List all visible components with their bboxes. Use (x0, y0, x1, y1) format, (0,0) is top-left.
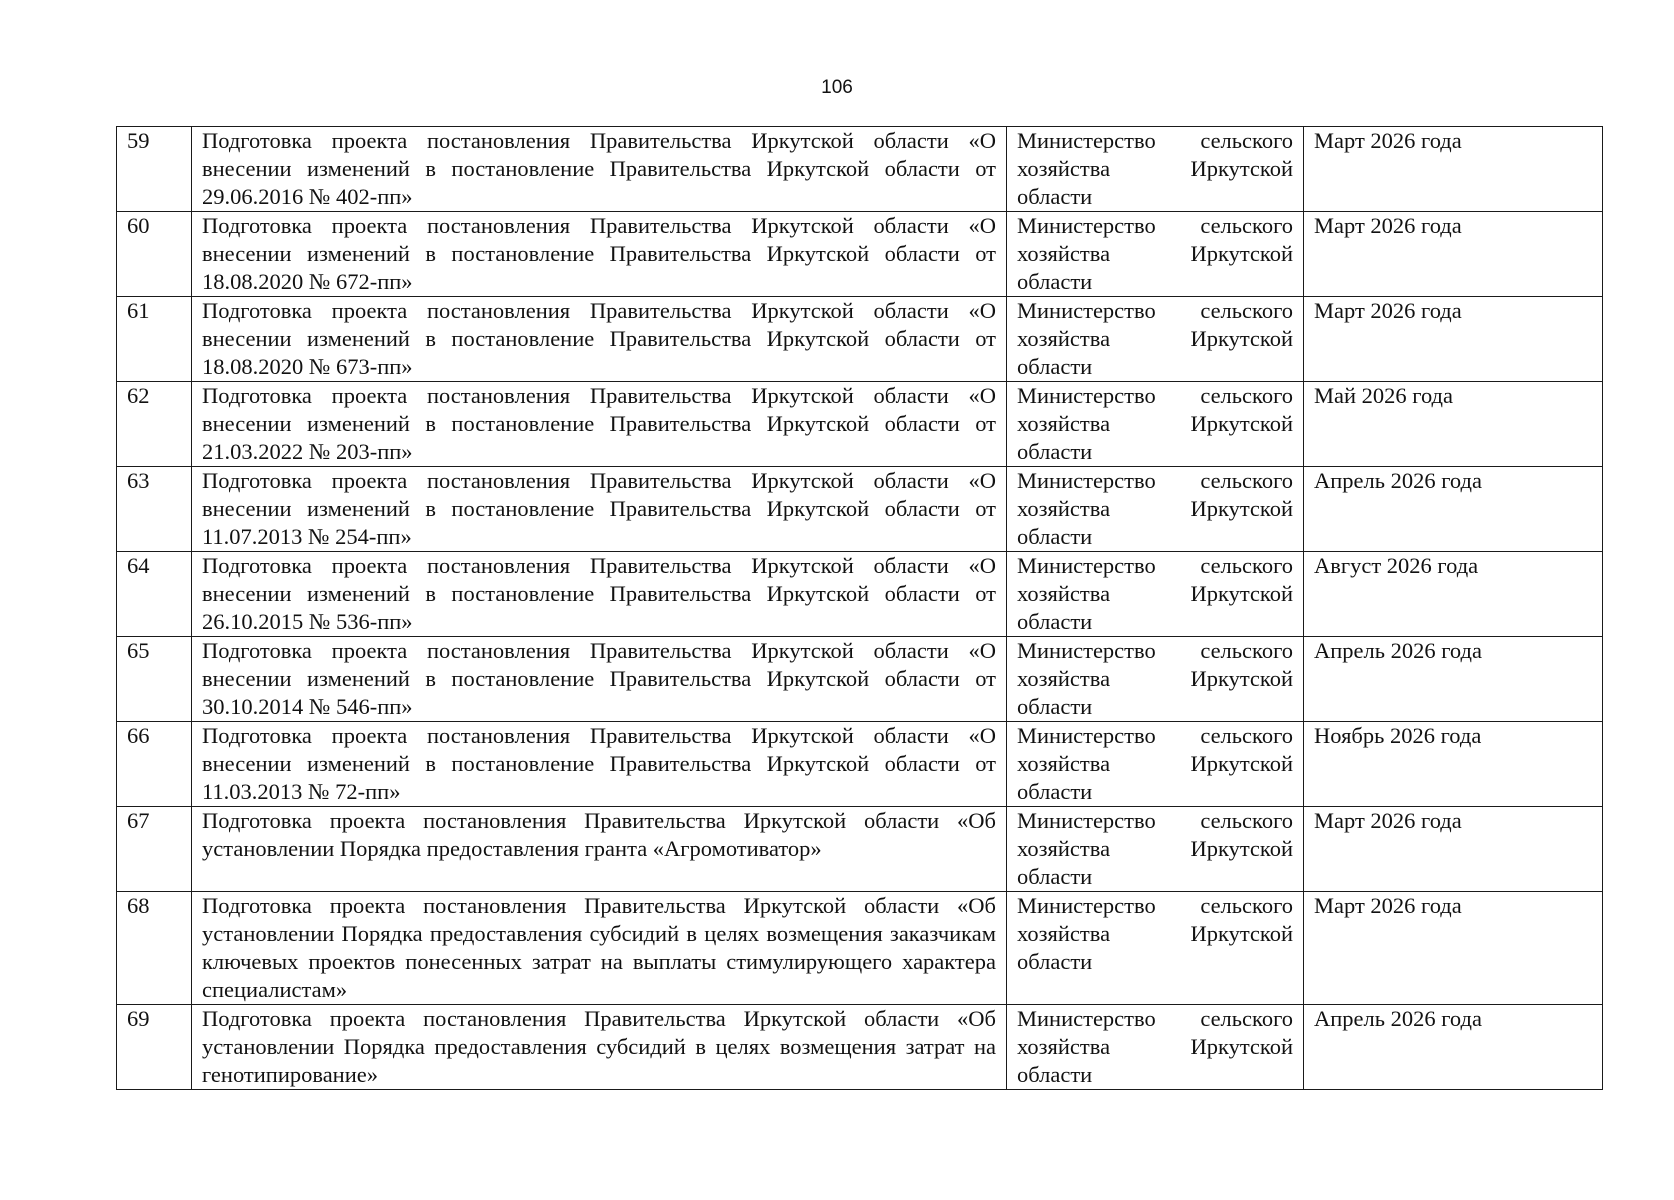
table-row (117, 892, 1603, 1005)
row-description: Подготовка проекта постановления Правительства Иркутской области «О внесении изменений в постановление Правительства Иркутской области от 29.06.2016 № 402-пп» (192, 127, 1007, 212)
row-responsible (1007, 1005, 1304, 1090)
row-number: 64 (117, 552, 192, 637)
row-term: Март 2026 года (1304, 297, 1603, 382)
responsible-word: области (1017, 354, 1093, 379)
responsible-word: Министерство (1017, 213, 1156, 238)
responsible-word: области (1017, 184, 1093, 209)
responsible-word: сельского (1200, 553, 1293, 578)
plan-table (116, 126, 1603, 1090)
responsible-word: сельского (1200, 298, 1293, 323)
responsible-word: сельского (1200, 128, 1293, 153)
responsible-word: Иркутской (1190, 921, 1293, 946)
responsible-word: сельского (1200, 723, 1293, 748)
responsible-word: Министерство (1017, 893, 1156, 918)
responsible-word: Иркутской (1190, 666, 1293, 691)
row-number: 63 (117, 467, 192, 552)
row-responsible (1007, 637, 1304, 722)
responsible-word: области (1017, 779, 1093, 804)
responsible-word: хозяйства (1017, 156, 1111, 181)
row-term: Апрель 2026 года (1304, 467, 1603, 552)
table-row (117, 722, 1603, 807)
responsible-word: хозяйства (1017, 751, 1111, 776)
responsible-word: хозяйства (1017, 581, 1111, 606)
row-description: Подготовка проекта постановления Правительства Иркутской области «Об установлении Порядка предоставления субсидий в целях возмещения затрат на генотипирование» (192, 1005, 1007, 1090)
table-row (117, 807, 1603, 892)
table-row (117, 212, 1603, 297)
responsible-word: хозяйства (1017, 241, 1111, 266)
table-row (117, 637, 1603, 722)
row-number: 66 (117, 722, 192, 807)
responsible-word: хозяйства (1017, 836, 1111, 861)
responsible-word: сельского (1200, 468, 1293, 493)
responsible-word: Министерство (1017, 553, 1156, 578)
responsible-word: хозяйства (1017, 1034, 1111, 1059)
row-number: 69 (117, 1005, 192, 1090)
responsible-word: сельского (1200, 893, 1293, 918)
row-term: Март 2026 года (1304, 807, 1603, 892)
row-responsible (1007, 722, 1304, 807)
row-description: Подготовка проекта постановления Правительства Иркутской области «О внесении изменений в постановление Правительства Иркутской области от 18.08.2020 № 672-пп» (192, 212, 1007, 297)
responsible-word: Иркутской (1190, 751, 1293, 776)
table-row (117, 382, 1603, 467)
responsible-word: Министерство (1017, 723, 1156, 748)
responsible-word: хозяйства (1017, 496, 1111, 521)
responsible-word: Министерство (1017, 468, 1156, 493)
row-number: 60 (117, 212, 192, 297)
responsible-word: сельского (1200, 213, 1293, 238)
row-term: Май 2026 года (1304, 382, 1603, 467)
row-number: 65 (117, 637, 192, 722)
row-description: Подготовка проекта постановления Правительства Иркутской области «О внесении изменений в постановление Правительства Иркутской области от 11.07.2013 № 254-пп» (192, 467, 1007, 552)
table-row (117, 297, 1603, 382)
row-responsible (1007, 297, 1304, 382)
row-term: Апрель 2026 года (1304, 1005, 1603, 1090)
table-row (117, 127, 1603, 212)
table-row (117, 1005, 1603, 1090)
row-responsible (1007, 212, 1304, 297)
row-term: Ноябрь 2026 года (1304, 722, 1603, 807)
responsible-word: Министерство (1017, 808, 1156, 833)
responsible-word: сельского (1200, 808, 1293, 833)
responsible-word: Иркутской (1190, 581, 1293, 606)
page-number: 106 (821, 77, 853, 98)
responsible-word: Министерство (1017, 638, 1156, 663)
row-responsible (1007, 807, 1304, 892)
row-number: 61 (117, 297, 192, 382)
responsible-word: области (1017, 1062, 1093, 1087)
row-number: 68 (117, 892, 192, 1005)
responsible-word: сельского (1200, 638, 1293, 663)
responsible-word: Иркутской (1190, 156, 1293, 181)
responsible-word: области (1017, 609, 1093, 634)
row-number: 59 (117, 127, 192, 212)
row-number: 67 (117, 807, 192, 892)
responsible-word: области (1017, 524, 1093, 549)
table-row (117, 467, 1603, 552)
row-description: Подготовка проекта постановления Правительства Иркутской области «О внесении изменений в постановление Правительства Иркутской области от 26.10.2015 № 536-пп» (192, 552, 1007, 637)
row-term: Август 2026 года (1304, 552, 1603, 637)
responsible-word: хозяйства (1017, 411, 1111, 436)
responsible-word: хозяйства (1017, 666, 1111, 691)
row-term: Март 2026 года (1304, 212, 1603, 297)
responsible-word: области (1017, 864, 1093, 889)
table-row (117, 552, 1603, 637)
responsible-word: сельского (1200, 383, 1293, 408)
row-term: Март 2026 года (1304, 892, 1603, 1005)
row-description: Подготовка проекта постановления Правительства Иркутской области «О внесении изменений в постановление Правительства Иркутской области от 21.03.2022 № 203-пп» (192, 382, 1007, 467)
responsible-word: Иркутской (1190, 326, 1293, 351)
responsible-word: области (1017, 949, 1093, 974)
row-term: Апрель 2026 года (1304, 637, 1603, 722)
responsible-word: Иркутской (1190, 836, 1293, 861)
row-description: Подготовка проекта постановления Правительства Иркутской области «Об установлении Порядка предоставления гранта «Агромотиватор» (192, 807, 1007, 892)
responsible-word: области (1017, 694, 1093, 719)
row-responsible (1007, 467, 1304, 552)
responsible-word: Иркутской (1190, 1034, 1293, 1059)
row-description: Подготовка проекта постановления Правительства Иркутской области «О внесении изменений в постановление Правительства Иркутской области от 18.08.2020 № 673-пп» (192, 297, 1007, 382)
row-description: Подготовка проекта постановления Правительства Иркутской области «О внесении изменений в постановление Правительства Иркутской области от 11.03.2013 № 72-пп» (192, 722, 1007, 807)
responsible-word: Иркутской (1190, 496, 1293, 521)
responsible-word: области (1017, 269, 1093, 294)
responsible-word: Министерство (1017, 383, 1156, 408)
row-responsible (1007, 892, 1304, 1005)
plan-table-body (117, 127, 1603, 1090)
row-term: Март 2026 года (1304, 127, 1603, 212)
responsible-word: сельского (1200, 1006, 1293, 1031)
responsible-word: хозяйства (1017, 921, 1111, 946)
responsible-word: Министерство (1017, 298, 1156, 323)
responsible-word: Министерство (1017, 1006, 1156, 1031)
row-responsible (1007, 552, 1304, 637)
responsible-word: области (1017, 439, 1093, 464)
responsible-word: Иркутской (1190, 411, 1293, 436)
row-responsible (1007, 127, 1304, 212)
responsible-word: Министерство (1017, 128, 1156, 153)
responsible-word: Иркутской (1190, 241, 1293, 266)
row-description: Подготовка проекта постановления Правительства Иркутской области «О внесении изменений в постановление Правительства Иркутской области от 30.10.2014 № 546-пп» (192, 637, 1007, 722)
responsible-word: хозяйства (1017, 326, 1111, 351)
row-description: Подготовка проекта постановления Правительства Иркутской области «Об установлении Порядка предоставления субсидий в целях возмещения заказчикам ключевых проектов понесенных затрат на выплаты стимулирующего характера специалистам» (192, 892, 1007, 1005)
row-number: 62 (117, 382, 192, 467)
row-responsible (1007, 382, 1304, 467)
